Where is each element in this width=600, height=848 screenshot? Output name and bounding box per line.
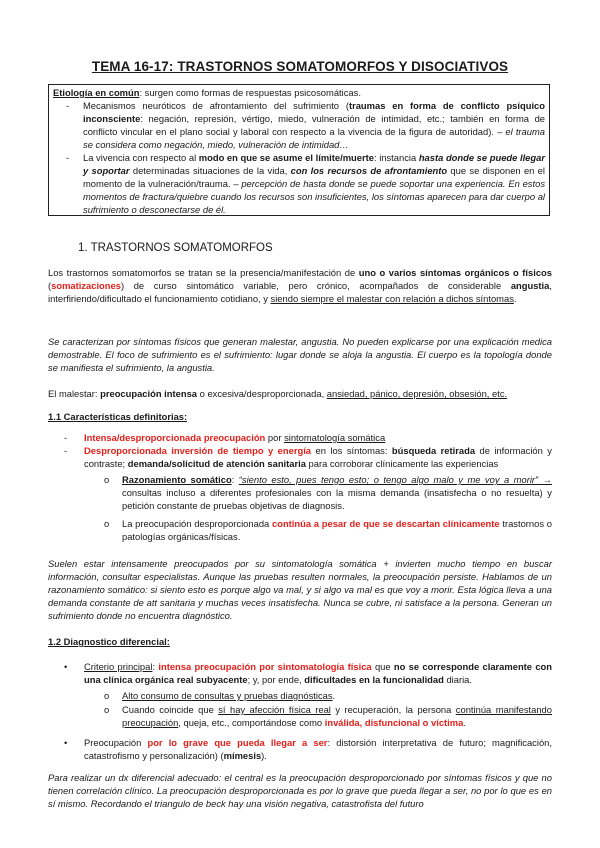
text: de información y contraste;	[84, 445, 552, 469]
text: Preocupación	[84, 737, 148, 748]
paragraph-malestar	[48, 388, 552, 401]
paragraph-intro	[48, 267, 552, 306]
text-underlined: ansiedad, pánico, depresión, obsesión, etc.	[326, 388, 508, 399]
text-underlined: sí hay afección física real	[218, 704, 331, 715]
paragraph-summary: Suelen estar intensamente preocupados por su sintomatología somática + invierten mucho tiempo en buscar información, consultar especialistas. Aunque las pruebas resulten normales, la preocupación persiste. Hablamos de un razonamiento somático: si siento esto es porque algo va mal, y si algo va mal es que voy a morir. Esta lógica lleva a una demanda constante de att sanitaria y muchas veces insatisfecha. Nunca se cubre, ni satisface a la persona. Generan un sufrimiento donde no encuentra diagnóstico.	[48, 558, 552, 621]
text-bold-italic: con los recursos de afrontamiento	[290, 164, 448, 176]
text: determinadas situaciones de la vida,	[129, 164, 291, 176]
circle-marker: o	[104, 474, 110, 485]
text-bold-underlined: Razonamiento somático	[122, 474, 232, 485]
text-italic: – percepción de hasta donde se puede soportar una experiencia. En estos momentos de fractura/quiebre cuando los recursos son insuficientes, los síntomas aparecen para dar cuerpo al sufrimiento o desconectarse de él.	[83, 177, 546, 215]
text-bold: modo en que se asume el límite/muerte	[198, 151, 374, 163]
somatic-reasoning-item	[122, 474, 552, 513]
page-title: TEMA 16-17: TRASTORNOS SOMATOMORFOS Y DISOCIATIVOS	[91, 59, 509, 74]
text: Cuando coincide que	[122, 704, 219, 715]
etiology-label: Etiología en común	[53, 87, 140, 98]
bullet-marker: •	[64, 661, 68, 672]
text: ; y, por ende,	[247, 673, 305, 685]
text-bold: búsqueda retirada	[391, 445, 476, 456]
characteristic-item-1	[84, 432, 552, 445]
etiology-heading	[53, 87, 545, 100]
text-bold: traumas en forma de conflicto psíquico inconsciente	[83, 99, 545, 124]
text: , queja, etc., comportándose como	[178, 716, 325, 728]
text-red: por lo grave que pueda llegar a ser	[147, 737, 328, 748]
characteristic-item-2	[84, 445, 552, 471]
dash-marker: -	[66, 151, 70, 163]
persistent-worry-item	[122, 518, 552, 544]
text: , interfiriendo/dificultado el funcionamiento cotidiano, y	[48, 279, 552, 304]
dash-marker: -	[64, 432, 68, 443]
text-bold: uno o varios síntomas orgánicos o físicos	[358, 267, 552, 278]
text-red: Intensa/desproporcionada preocupación	[84, 432, 266, 443]
text: La vivencia con respecto al	[83, 151, 199, 163]
text-bold: preocupación intensa	[100, 388, 198, 399]
text: : instancia	[373, 151, 419, 163]
text-red: inválida, disfuncional o víctima	[324, 716, 464, 728]
diagnosis-item-1	[84, 661, 552, 687]
text: para corroborar clínicamente las experiencias	[305, 457, 499, 469]
text: El malestar:	[48, 388, 101, 399]
text-bold: demanda/solicitud de atención sanitaria	[127, 457, 306, 469]
diagnosis-subitem-1	[122, 690, 552, 703]
etiology-item-1	[53, 100, 545, 152]
text-bold: mímesis	[223, 749, 262, 761]
text-red: continúa a pesar de que se descartan clínicamente	[272, 518, 500, 529]
text-red: somatizaciones	[51, 279, 121, 291]
text-bold-italic: hasta donde se puede llegar y soportar	[83, 151, 545, 176]
diagnosis-subitem-2	[122, 704, 552, 730]
text-underlined: continúa manifestando preocupación	[122, 704, 552, 728]
text-bold: no se corresponde claramente con una clínica orgánica real subyacente	[84, 661, 552, 685]
paragraph-characterization: Se caracterizan por síntomas físicos que generan malestar, angustia. No pueden explicarse por una explicación medica demostrable. El foco de sufrimiento es el sufrimiento: lugar donde se aloja la angustia. El cuerpo es la topología donde se manifiesta el sufrimiento, la angustia.	[48, 336, 552, 373]
subheading-1-2: 1.2 Diagnostico diferencial:	[48, 636, 170, 647]
text: La preocupación desproporcionada	[122, 518, 272, 529]
text: en los síntomas:	[311, 445, 392, 456]
section-heading-1: 1. TRASTORNOS SOMATOMORFOS	[78, 242, 273, 254]
text: .	[332, 690, 336, 701]
text: trastornos o patologías orgánicas/físicas.	[122, 518, 552, 542]
text-italic-underlined: “siento esto, pues tengo esto; o tengo algo malo y me voy a morir” →	[238, 474, 552, 485]
text: : distorsión interpretativa de futuro; magnificación, catastrofismo y personalización) (	[84, 737, 552, 761]
dash-marker: -	[66, 99, 70, 111]
bullet-marker: •	[64, 737, 68, 748]
text: (	[48, 279, 52, 291]
text: diaria.	[443, 673, 472, 685]
text: y recuperación, la persona	[330, 704, 456, 715]
text: ) de curso sintomático variable, pero crónico, acompañados de considerable	[120, 279, 511, 291]
etiology-box	[48, 84, 550, 216]
text-bold: dificultades en la funcionalidad	[304, 673, 444, 685]
text-underlined: siendo siempre el malestar con relación a dichos síntomas	[270, 292, 514, 304]
subheading-1-1: 1.1 Características definitorias:	[48, 411, 188, 422]
circle-marker: o	[104, 690, 110, 701]
text-red: Desproporcionada inversión de tiempo y energía	[84, 445, 312, 456]
text: consultas incluso a diferentes profesionales con la misma demanda (insatisfecha o no resuelta) y petición constante de pruebas objetivas de diagnosis.	[122, 486, 552, 511]
circle-marker: o	[104, 704, 110, 715]
text: .	[513, 292, 517, 304]
text-red: intensa preocupación por sintomatología física	[158, 661, 372, 672]
text-underlined: Criterio principal	[84, 661, 153, 672]
text: que se disponen en el momento de la vulneración/trauma.	[83, 164, 545, 189]
text-bold: angustia	[510, 279, 550, 291]
etiology-item-2	[53, 152, 545, 217]
text: :	[152, 661, 159, 672]
paragraph-differential: Para realizar un dx diferencial adecuado: el central es la preocupación desproporcionado por síntomas físicos y que no tienen correlación clínico. La preocupación desproporcionada es por lo grave que pueda llegar a ser, no por lo que es en sí mismo. Recordando el triangulo de beck hay una visión negativa, catastrofista del futuro	[48, 772, 552, 809]
text: que	[371, 661, 394, 672]
text: o excesiva/desproporcionada,	[197, 388, 327, 399]
text: por	[265, 432, 285, 443]
dash-marker: -	[64, 445, 68, 456]
text: : negación, represión, vértigo, miedo, vulneración de intimidad, etc.; también en forma de conflicto vincular en el plano social y laboral con respecto a la vivencia de la figura de autoridad).	[83, 112, 545, 137]
text: :	[231, 474, 239, 485]
circle-marker: o	[104, 518, 110, 529]
text: ).	[261, 749, 267, 761]
text: Mecanismos neuróticos de afrontamiento del sufrimiento (	[83, 99, 349, 111]
text: .	[463, 716, 466, 728]
diagnosis-item-2	[84, 737, 552, 763]
text-italic: – el trauma se considera como negación, miedo, vulneración de intimidad…	[83, 125, 545, 150]
etiology-label-rest: : surgen como formas de respuestas psicosomáticas.	[139, 87, 361, 98]
text: Los trastornos somatomorfos se tratan se la presencia/manifestación de	[48, 267, 359, 278]
text-underlined: sintomatología somática	[284, 432, 386, 443]
text-underlined: Alto consumo de consultas y pruebas diagnósticas	[122, 690, 333, 701]
